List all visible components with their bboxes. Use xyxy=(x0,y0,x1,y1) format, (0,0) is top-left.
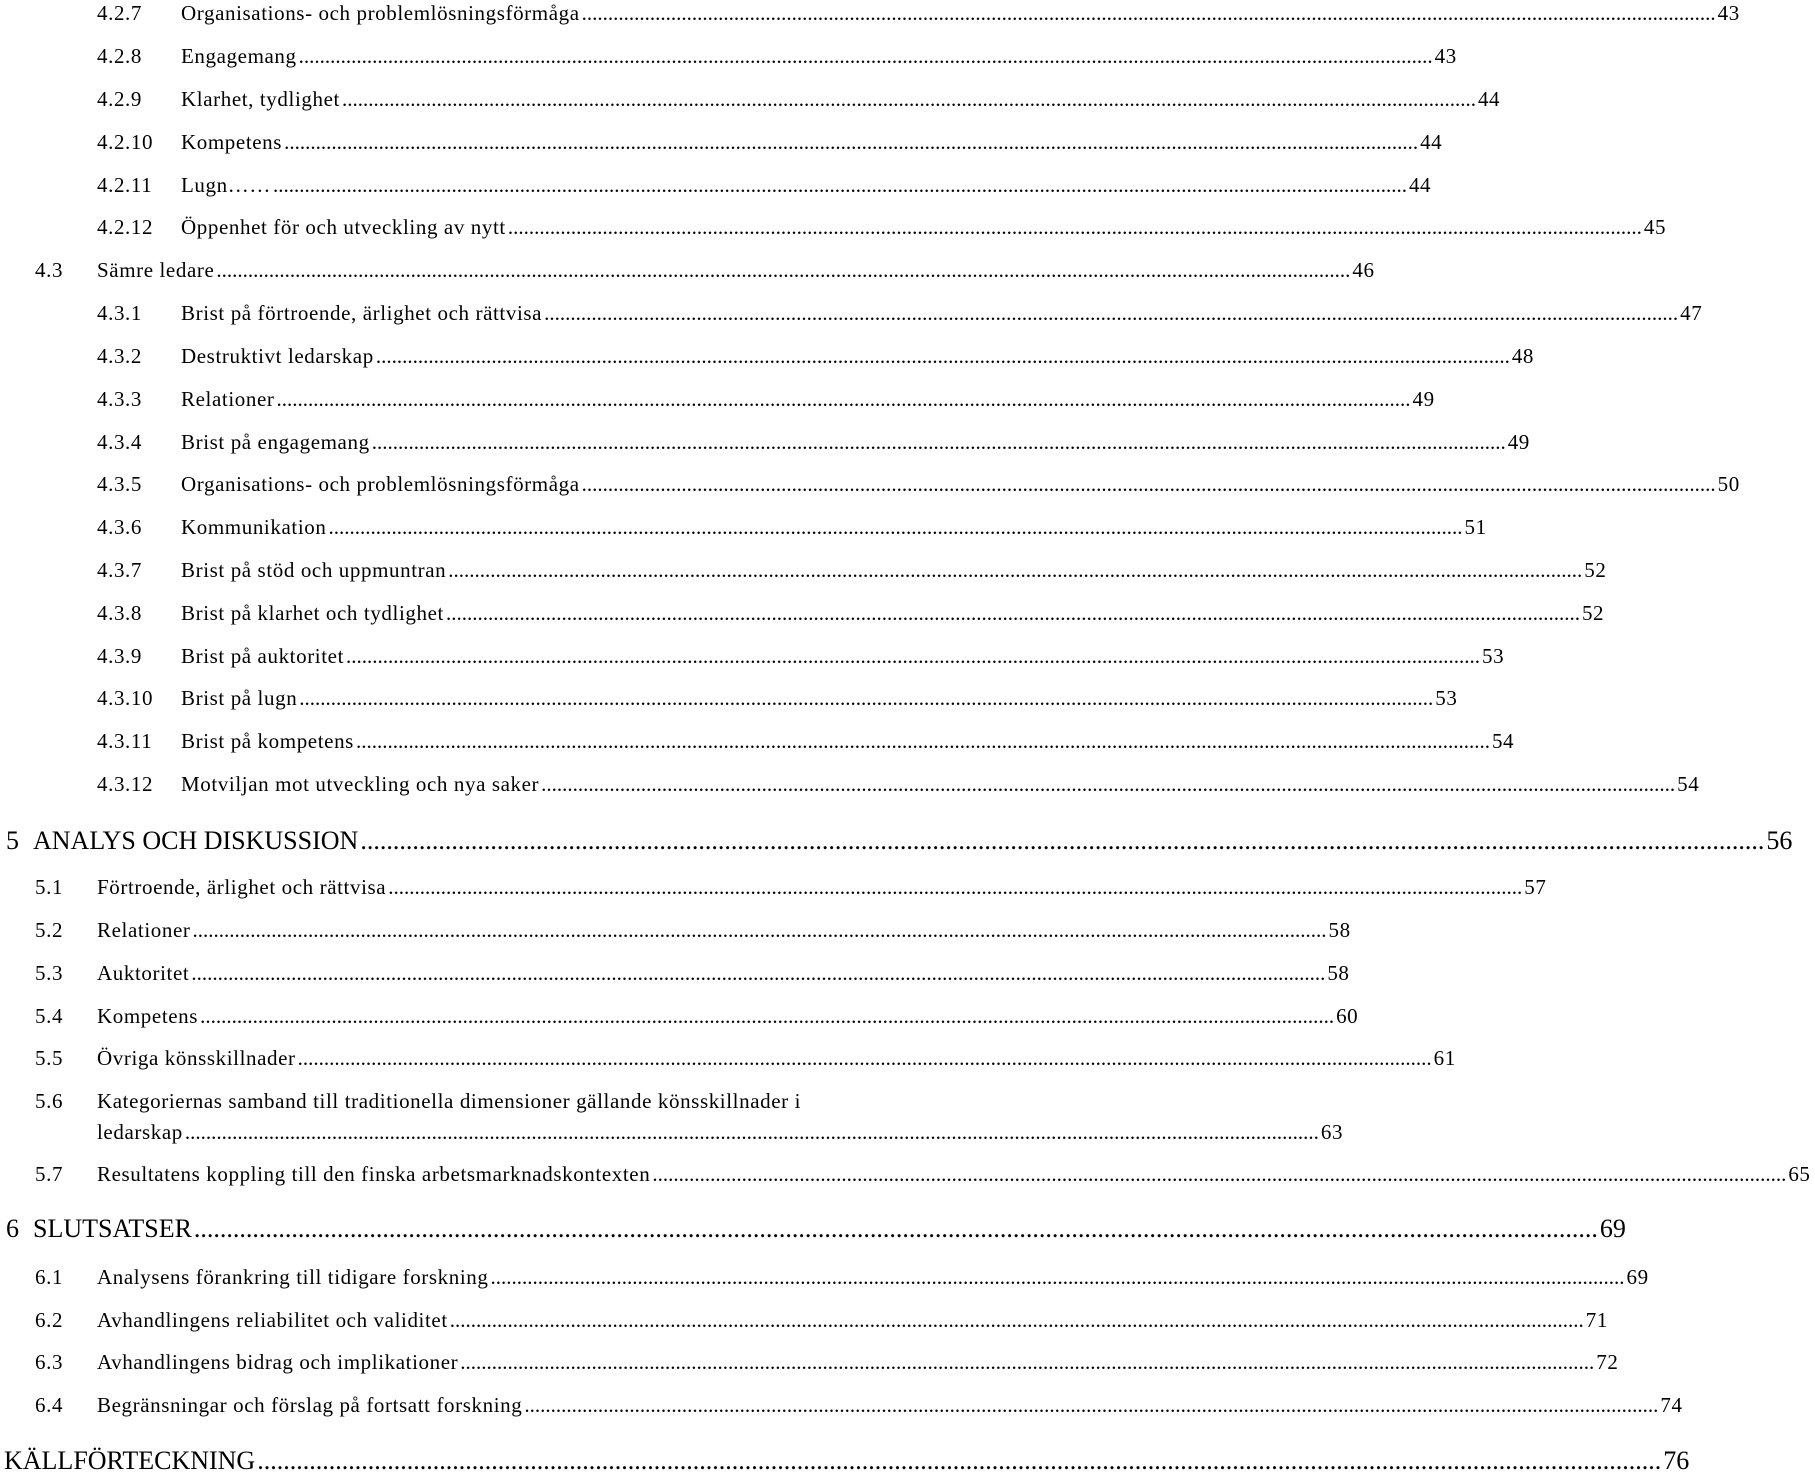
toc-entry-number: 4.3.9 xyxy=(97,644,142,668)
toc-entry-title: Sämre ledare xyxy=(97,258,215,282)
dot-leader xyxy=(582,474,1716,495)
toc-entry-page: 43 xyxy=(1717,1,1740,25)
toc-entry-page: 52 xyxy=(1581,601,1605,625)
dot-leader xyxy=(460,1352,1594,1373)
toc-entry-page: 46 xyxy=(1352,258,1375,282)
toc-chapter[interactable] xyxy=(0,1446,1690,1475)
toc-entry[interactable] xyxy=(0,344,1535,368)
dot-leader xyxy=(273,175,1407,196)
toc-entry-page: 56 xyxy=(1766,826,1793,855)
toc-entry-number: 4.3.2 xyxy=(97,344,142,368)
toc-entry-page: 58 xyxy=(1327,961,1350,985)
dot-leader xyxy=(257,1448,1661,1474)
dot-leader xyxy=(185,1122,1319,1143)
toc-entry-page: 49 xyxy=(1507,430,1530,454)
toc-entry-number: 4.2.12 xyxy=(97,215,154,239)
toc-entry-title: Brist på förtroende, ärlighet och rättvisa xyxy=(181,301,543,325)
toc-entry-title: Begränsningar och förslag på fortsatt forskning xyxy=(97,1393,523,1417)
dot-leader xyxy=(216,260,1350,281)
toc-entry[interactable] xyxy=(0,515,1487,539)
toc-entry-title: Organisations- och problemlösningsförmåga xyxy=(181,472,580,496)
toc-entry-page: 44 xyxy=(1420,130,1443,154)
toc-entry-number: 4.3.11 xyxy=(97,729,153,753)
toc-entry-page: 54 xyxy=(1677,772,1700,796)
dot-leader xyxy=(328,517,1462,538)
toc-entry-title: Brist på stöd och uppmuntran xyxy=(181,558,447,582)
toc-entry-page: 45 xyxy=(1643,215,1667,239)
toc-entry-title: Organisations- och problemlösningsförmåga xyxy=(181,1,580,25)
toc-entry[interactable] xyxy=(0,387,1435,411)
toc-entry-number: 4.2.10 xyxy=(97,130,154,154)
toc-entry-page: 72 xyxy=(1596,1350,1619,1374)
toc-entry[interactable] xyxy=(0,1265,1649,1289)
toc-entry-number: 4.2.8 xyxy=(97,44,142,68)
dot-leader xyxy=(200,1006,1334,1027)
toc-entry-title: Övriga könsskillnader xyxy=(97,1046,296,1070)
toc-entry-number: 4.3.1 xyxy=(97,301,142,325)
toc-entry[interactable] xyxy=(0,430,1530,454)
toc-entry-title: Relationer xyxy=(181,387,275,411)
toc-entry[interactable] xyxy=(0,601,1605,625)
toc-entry-title: Brist på engagemang xyxy=(181,430,370,454)
dot-leader xyxy=(652,1164,1786,1185)
toc-entry[interactable] xyxy=(0,258,1375,282)
toc-entry-page: 69 xyxy=(1626,1265,1649,1289)
toc-entry-number: 6.4 xyxy=(35,1393,64,1417)
toc-entry-title: Avhandlingens bidrag och implikationer xyxy=(97,1350,459,1374)
dot-leader xyxy=(524,1395,1658,1416)
toc-entry-title: SLUTSATSER xyxy=(33,1214,192,1243)
toc-entry[interactable] xyxy=(0,558,1607,582)
toc-entry-number: 6.2 xyxy=(35,1308,64,1332)
toc-entry[interactable] xyxy=(0,173,1432,197)
dot-leader xyxy=(299,46,1433,67)
toc-entry-number: 4.3.6 xyxy=(97,515,142,539)
toc-entry-number: 5.6 xyxy=(35,1089,64,1113)
toc-entry-title: Kompetens xyxy=(181,130,283,154)
toc-entry-number: 4.2.11 xyxy=(97,173,153,197)
toc-entry-title: Lugn…… xyxy=(181,173,271,197)
toc-entry-number: 5.7 xyxy=(35,1162,64,1186)
toc-entry-title: Motviljan mot utveckling och nya saker xyxy=(181,772,540,796)
toc-entry-page: 61 xyxy=(1433,1046,1456,1070)
toc-entry-page: 74 xyxy=(1660,1393,1683,1417)
toc-entry[interactable] xyxy=(0,472,1740,496)
toc-entry-title: Öppenhet för och utveckling av nytt xyxy=(181,215,506,239)
toc-entry[interactable] xyxy=(0,875,1547,899)
toc-entry[interactable] xyxy=(0,130,1443,154)
dot-leader xyxy=(299,688,1433,709)
toc-entry-page: 51 xyxy=(1464,515,1487,539)
dot-leader xyxy=(284,132,1418,153)
toc-entry-title: Avhandlingens reliabilitet och validitet xyxy=(97,1308,448,1332)
toc-entry-title: KÄLLFÖRTECKNING xyxy=(4,1446,256,1475)
toc-entry[interactable] xyxy=(0,1,1740,25)
toc-entry-title: Relationer xyxy=(97,918,191,942)
dot-leader xyxy=(446,603,1580,624)
toc-entry-number: 5.1 xyxy=(35,875,64,899)
toc-entry-title: Förtroende, ärlighet och rättvisa xyxy=(97,875,387,899)
dot-leader xyxy=(276,389,1410,410)
toc-entry-title: ANALYS OCH DISKUSSION xyxy=(33,826,359,855)
toc-entry-title: Destruktivt ledarskap xyxy=(181,344,374,368)
toc-entry-page: 54 xyxy=(1491,729,1515,753)
toc-entry-number: 4.3.5 xyxy=(97,472,142,496)
toc-entry[interactable] xyxy=(0,44,1457,68)
dot-leader xyxy=(544,303,1678,324)
toc-entry-title: Kompetens xyxy=(97,1004,199,1028)
toc-entry-title: Engagemang xyxy=(181,44,297,68)
dot-leader xyxy=(372,432,1506,453)
toc-entry-page: 58 xyxy=(1328,918,1351,942)
toc-entry-page: 44 xyxy=(1408,173,1432,197)
toc-entry-number: 5.4 xyxy=(35,1004,64,1028)
toc-entry-number: 5.5 xyxy=(35,1046,64,1070)
toc-entry-page: 60 xyxy=(1336,1004,1359,1028)
dot-leader xyxy=(191,963,1325,984)
dot-leader xyxy=(508,217,1642,238)
toc-entry[interactable] xyxy=(0,1004,1359,1028)
toc-entry-number: 6.1 xyxy=(35,1265,64,1289)
toc-entry[interactable] xyxy=(0,961,1350,985)
toc-entry-number: 4.3.7 xyxy=(97,558,142,582)
toc-entry-title: Brist på lugn xyxy=(181,686,298,710)
toc-entry-number: 4.3.8 xyxy=(97,601,142,625)
dot-leader xyxy=(541,774,1675,795)
dot-leader xyxy=(582,3,1716,24)
toc-entry-title: Analysens förankring till tidigare forskning xyxy=(97,1265,489,1289)
toc-entry-title: Kategoriernas samband till traditionella dimensioner gällande könsskillnader i xyxy=(97,1089,802,1113)
toc-entry-title-continued: ledarskap xyxy=(97,1120,183,1144)
toc-entry-number: 5 xyxy=(6,826,19,855)
toc-entry-title: Auktoritet xyxy=(97,961,190,985)
toc-entry-page: 44 xyxy=(1477,87,1501,111)
toc-entry-number: 6 xyxy=(6,1214,19,1243)
dot-leader xyxy=(450,1310,1584,1331)
toc-entry-title: Resultatens koppling till den finska arbetsmarknadskontexten xyxy=(97,1162,651,1186)
toc-entry[interactable] xyxy=(0,1350,1619,1374)
toc-entry-page: 53 xyxy=(1435,686,1458,710)
dot-leader xyxy=(448,560,1582,581)
toc-entry-number: 5.3 xyxy=(35,961,64,985)
toc-entry-title: Brist på klarhet och tydlighet xyxy=(181,601,444,625)
toc-entry-page: 43 xyxy=(1434,44,1457,68)
dot-leader xyxy=(342,89,1476,110)
dot-leader xyxy=(192,920,1326,941)
toc-chapter[interactable] xyxy=(0,1214,1626,1243)
toc-entry-title: Kommunikation xyxy=(181,515,327,539)
dot-leader xyxy=(346,646,1480,667)
toc-entry-number: 4.2.9 xyxy=(97,87,142,111)
toc-entry-number: 4.3.10 xyxy=(97,686,154,710)
toc-entry-page: 57 xyxy=(1524,875,1547,899)
toc-entry[interactable] xyxy=(0,301,1703,325)
dot-leader xyxy=(194,1216,1598,1242)
toc-entry[interactable] xyxy=(0,686,1458,710)
dot-leader xyxy=(360,828,1764,854)
toc-entry-number: 4.2.7 xyxy=(97,1,142,25)
toc-entry-page: 47 xyxy=(1680,301,1703,325)
toc-entry-number: 6.3 xyxy=(35,1350,64,1374)
toc-entry-page: 49 xyxy=(1412,387,1435,411)
dot-leader xyxy=(356,731,1490,752)
toc-entry-number: 4.3.12 xyxy=(97,772,154,796)
toc-entry-page: 52 xyxy=(1584,558,1607,582)
toc-entry[interactable] xyxy=(0,1162,1811,1186)
toc-entry-page: 63 xyxy=(1320,1120,1344,1144)
toc-entry[interactable] xyxy=(0,1089,1344,1144)
toc-entry[interactable] xyxy=(0,918,1351,942)
toc-entry[interactable] xyxy=(0,1046,1456,1070)
dot-leader xyxy=(298,1048,1432,1069)
toc-entry-number: 4.3 xyxy=(35,258,64,282)
toc-entry-page: 65 xyxy=(1788,1162,1811,1186)
dot-leader xyxy=(491,1267,1625,1288)
toc-entry-page: 76 xyxy=(1663,1446,1690,1475)
toc-entry-page: 50 xyxy=(1717,472,1740,496)
toc-entry-number: 5.2 xyxy=(35,918,64,942)
toc-entry[interactable] xyxy=(0,729,1515,753)
toc-entry-page: 71 xyxy=(1585,1308,1608,1332)
toc-entry-page: 69 xyxy=(1599,1214,1626,1243)
toc-entry[interactable] xyxy=(0,87,1501,111)
toc-entry-number: 4.3.3 xyxy=(97,387,142,411)
toc-entry-page: 53 xyxy=(1482,644,1505,668)
toc-entry[interactable] xyxy=(0,772,1700,796)
toc-entry[interactable] xyxy=(0,644,1505,668)
toc-entry[interactable] xyxy=(0,1308,1608,1332)
toc-entry-page: 48 xyxy=(1511,344,1535,368)
dot-leader xyxy=(376,346,1510,367)
toc-entry-number: 4.3.4 xyxy=(97,430,142,454)
toc-entry[interactable] xyxy=(0,1393,1683,1417)
toc-entry-title: Brist på auktoritet xyxy=(181,644,345,668)
toc-entry[interactable] xyxy=(0,215,1667,239)
toc-entry-title: Brist på kompetens xyxy=(181,729,354,753)
dot-leader xyxy=(388,877,1522,898)
toc-chapter[interactable] xyxy=(0,826,1793,855)
toc-entry-title: Klarhet, tydlighet xyxy=(181,87,340,111)
